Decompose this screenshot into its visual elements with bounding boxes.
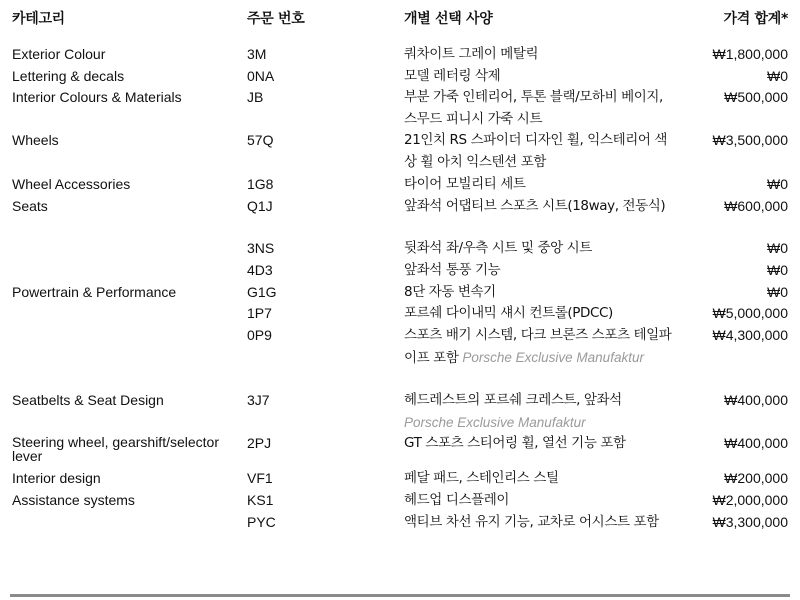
row-category: Interior Colours & Materials bbox=[12, 89, 182, 105]
row-price: ₩4,300,000 bbox=[712, 327, 788, 343]
row-option-text: 뒷좌석 좌/우측 시트 및 중앙 시트 bbox=[404, 240, 592, 256]
row-option-text: GT 스포츠 스티어링 휠, 열선 기능 포함 bbox=[404, 435, 626, 451]
row-category: Exterior Colour bbox=[12, 46, 106, 62]
bottom-rule bbox=[10, 594, 790, 597]
row-code: VF1 bbox=[247, 470, 273, 486]
row-price: ₩500,000 bbox=[724, 89, 788, 105]
row-option bbox=[404, 490, 674, 512]
row-option bbox=[404, 282, 674, 304]
row-option-text: 스포츠 배기 시스템, 다크 브론즈 스포츠 테일파이프 포함 bbox=[404, 327, 672, 366]
row-code: 0P9 bbox=[247, 327, 272, 343]
row-option-text: 앞좌석 어댑티브 스포츠 시트(18way, 전동식) bbox=[404, 198, 666, 214]
row-code: 1P7 bbox=[247, 305, 272, 321]
row-category: Steering wheel, gearshift/selector lever bbox=[12, 434, 219, 464]
row-price: ₩0 bbox=[767, 240, 788, 256]
header-option: 개별 선택 사양 bbox=[404, 11, 493, 27]
row-option-text: 부분 가죽 인테리어, 투톤 블랙/모하비 베이지, 스무드 피니시 가죽 시트 bbox=[404, 89, 663, 127]
row-code: 3J7 bbox=[247, 392, 270, 408]
row-price: ₩0 bbox=[767, 176, 788, 192]
header-price: 가격 합계* bbox=[723, 11, 788, 27]
row-option bbox=[404, 303, 674, 325]
row-code: 1G8 bbox=[247, 176, 274, 192]
row-option bbox=[404, 390, 674, 434]
row-price: ₩0 bbox=[767, 262, 788, 278]
row-price: ₩600,000 bbox=[724, 198, 788, 214]
row-option-text: 21인치 RS 스파이더 디자인 휠, 익스테리어 색상 휠 아치 익스텐션 포함 bbox=[404, 132, 668, 170]
row-code: Q1J bbox=[247, 198, 273, 214]
row-option bbox=[404, 44, 674, 66]
row-option-text: 타이어 모빌리티 세트 bbox=[404, 176, 526, 192]
row-option-text: 헤드레스트의 포르쉐 크레스트, 앞좌석 bbox=[404, 392, 622, 408]
row-code: JB bbox=[247, 89, 264, 105]
header-code: 주문 번호 bbox=[247, 11, 305, 27]
row-option bbox=[404, 87, 674, 130]
row-option bbox=[404, 468, 674, 490]
row-price: ₩1,800,000 bbox=[712, 46, 788, 62]
row-option bbox=[404, 260, 674, 282]
row-price: ₩400,000 bbox=[724, 392, 788, 408]
row-category: Seatbelts & Seat Design bbox=[12, 392, 164, 408]
row-code: PYC bbox=[247, 514, 276, 530]
row-category: Interior design bbox=[12, 470, 101, 486]
row-category: Wheel Accessories bbox=[12, 176, 131, 192]
row-price: ₩2,000,000 bbox=[712, 492, 788, 508]
row-price: ₩3,500,000 bbox=[712, 132, 788, 148]
row-option-text: 페달 패드, 스테인리스 스틸 bbox=[404, 470, 559, 486]
row-option bbox=[404, 66, 674, 88]
row-code: KS1 bbox=[247, 492, 274, 508]
row-option-text: 쿼차이트 그레이 메탈릭 bbox=[404, 46, 539, 62]
row-option bbox=[404, 130, 674, 173]
row-option bbox=[404, 325, 674, 369]
row-option-text: 포르쉐 다이내믹 섀시 컨트롤(PDCC) bbox=[404, 305, 613, 321]
header-category: 카테고리 bbox=[12, 11, 65, 27]
row-price: ₩200,000 bbox=[724, 470, 788, 486]
row-option-note: Porsche Exclusive Manufaktur bbox=[462, 349, 644, 365]
row-option bbox=[404, 238, 674, 260]
row-option-text: 8단 자동 변속기 bbox=[404, 284, 496, 300]
row-option-text: 헤드업 디스플레이 bbox=[404, 492, 510, 508]
row-category: Wheels bbox=[12, 132, 59, 148]
row-price: ₩5,000,000 bbox=[712, 305, 788, 321]
row-price: ₩400,000 bbox=[724, 435, 788, 451]
row-option bbox=[404, 512, 674, 534]
row-price: ₩0 bbox=[767, 284, 788, 300]
row-category: Seats bbox=[12, 198, 48, 214]
row-price: ₩0 bbox=[767, 68, 788, 84]
row-price: ₩3,300,000 bbox=[712, 514, 788, 530]
row-option-text: 액티브 차선 유지 기능, 교차로 어시스트 포함 bbox=[404, 514, 659, 530]
row-code: 3NS bbox=[247, 240, 275, 256]
row-option bbox=[404, 196, 674, 218]
row-option-text: 앞좌석 통풍 기능 bbox=[404, 262, 501, 278]
row-code: 0NA bbox=[247, 68, 275, 84]
row-option bbox=[404, 174, 674, 196]
row-category: Assistance systems bbox=[12, 492, 135, 508]
row-option bbox=[404, 433, 674, 455]
row-code: 3M bbox=[247, 46, 267, 62]
row-code: 2PJ bbox=[247, 435, 272, 451]
row-category: Powertrain & Performance bbox=[12, 284, 177, 300]
row-option-note: Porsche Exclusive Manufaktur bbox=[404, 414, 586, 430]
row-code: G1G bbox=[247, 284, 277, 300]
row-category: Lettering & decals bbox=[12, 68, 125, 84]
row-code: 4D3 bbox=[247, 262, 273, 278]
row-code: 57Q bbox=[247, 132, 274, 148]
row-option-text: 모델 레터링 삭제 bbox=[404, 68, 501, 84]
